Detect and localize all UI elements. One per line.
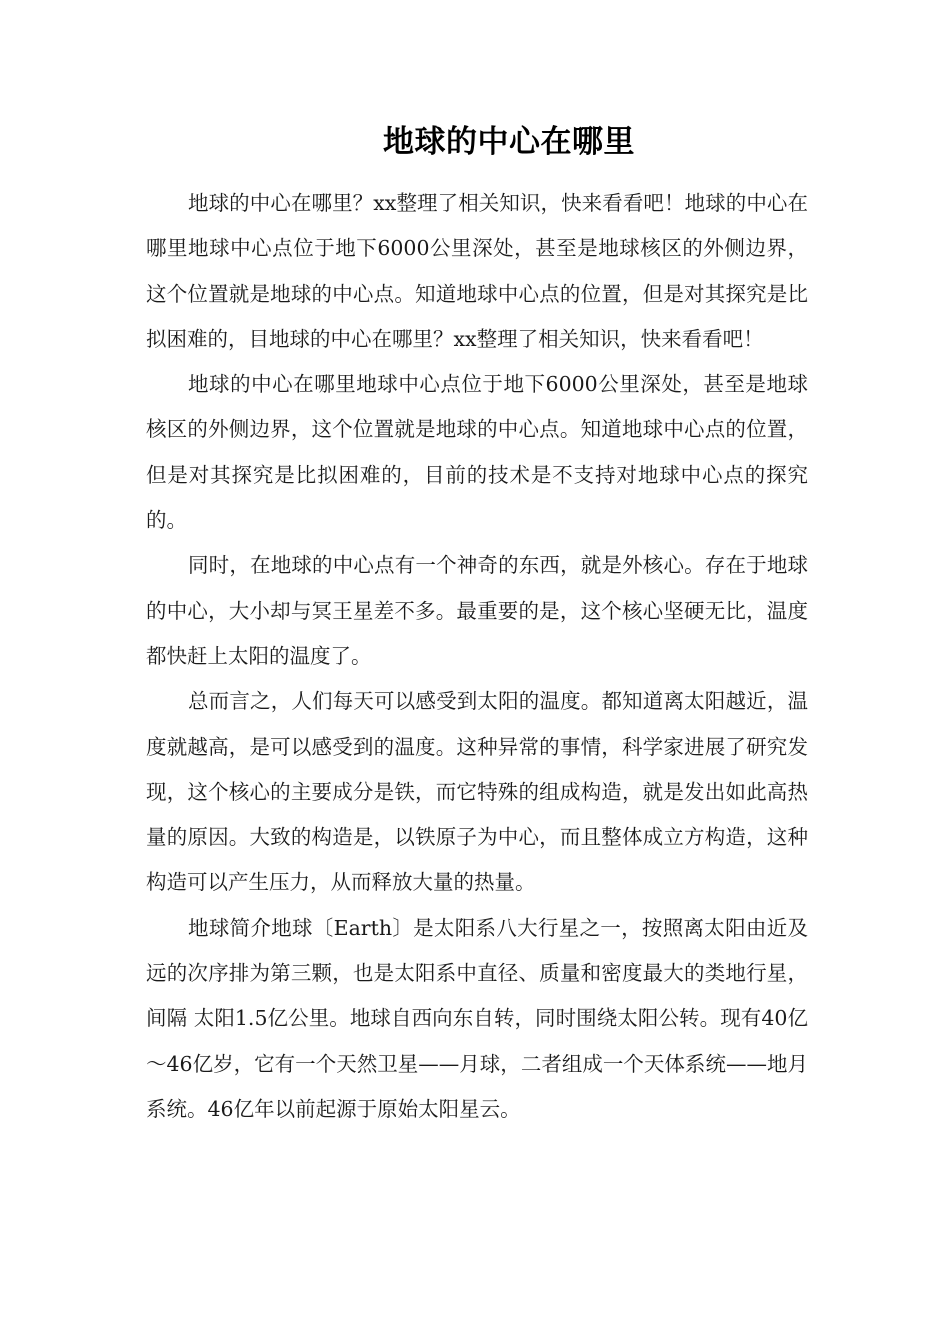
paragraph-1: 地球的中心在哪里？xx整理了相关知识，快来看看吧！地球的中心在哪里地球中心点位于地下6000公里深处，甚至是地球核区的外侧边界，这个位置就是地球的中心点。知道地球中心点的位置，但是对其探究是比拟困难的，目地球的中心在哪里？xx整理了相关知识，快来看看吧！ xyxy=(146,191,808,351)
paragraph-4: 总而言之，人们每天可以感受到太阳的温度。都知道离太阳越近，温度就越高，是可以感受到的温度。这种异常的事情，科学家进展了研究发现，这个核心的主要成分是铁，而它特殊的组成构造，就是发出如此高热量的原因。大致的构造是，以铁原子为中心，而且整体成立方构造，这种构造可以产生压力，从而释放大量的热量。 xyxy=(146,689,808,895)
document-body xyxy=(146,181,808,1132)
paragraph-5: 地球简介地球〔Earth〕是太阳系八大行星之一，按照离太阳由近及远的次序排为第三颗，也是太阳系中直径、质量和密度最大的类地行星，间隔 太阳1.5亿公里。地球自西向东自转，同时围绕太阳公转。现有40亿～46亿岁，它有一个天然卫星——月球，二者组成一个天体系统——地月系统。46亿年以前起源于原始太阳星云。 xyxy=(146,915,808,1121)
paragraph-2: 地球的中心在哪里地球中心点位于地下6000公里深处，甚至是地球核区的外侧边界，这个位置就是地球的中心点。知道地球中心点的位置，但是对其探究是比拟困难的，目前的技术是不支持对地球中心点的探究的。 xyxy=(146,372,808,533)
paragraph-3: 同时，在地球的中心点有一个神奇的东西，就是外核心。存在于地球的中心，大小却与冥王星差不多。最重要的是，这个核心坚硬无比，温度都快赶上太阳的温度了。 xyxy=(146,553,808,668)
document-title: 地球的中心在哪里 xyxy=(383,124,635,160)
